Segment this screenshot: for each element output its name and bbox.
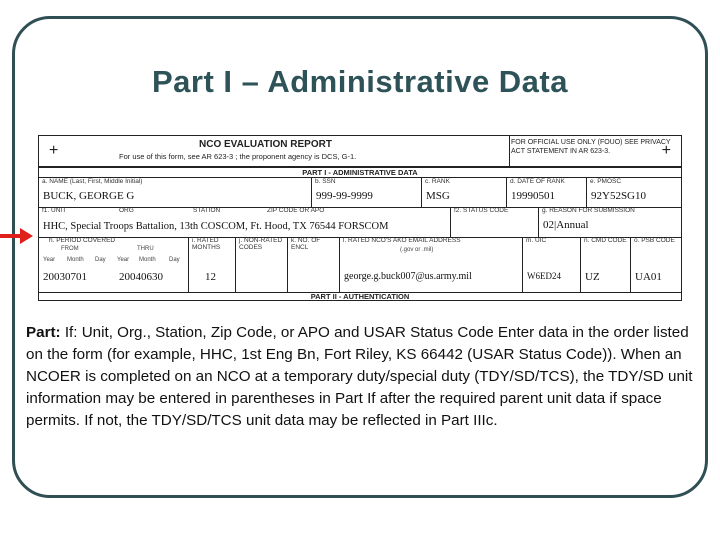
rated-months-value: 12 [205,271,216,283]
uic-label: m. UIC [526,237,547,244]
rank-label: c. RANK [425,178,450,185]
email-sub-label: (.gov or .mil) [400,247,434,253]
unit-label: f1. UNIT [42,207,67,214]
unit-value: HHC, Special Troops Battalion, 13th COSCOM, Ft. Hood, TX 76544 FORSCOM [43,221,389,232]
uic-value: W6ED24 [527,271,561,281]
paragraph-text: If: Unit, Org., Station, Zip Code, or APO and USAR Status Code Enter data in the order listed on the form (for example, HHC, 1st Eng Bn, Fort Riley, KS 66442 (USAR Status Code)). When an NCOER is completed on an NCO at a temporary duty/special duty (TDY/SD/TCS), the TDY/SD unit information may be entered in parentheses in Part If after the required parent unit data if space permits. If not, the TDY/SD/TCS unit data may be reflected in Part IIIc. [26,324,693,429]
form-row-period [38,237,682,292]
date-of-rank-label: d. DATE OF RANK [510,178,565,185]
part2-header: PART II - AUTHENTICATION [38,292,682,301]
form-row-identity [38,178,682,207]
cmd-code-label: n. CMD CODE [584,237,627,244]
period-label: h. PERIOD COVERED [49,237,116,244]
email-label: l. RATED NCO'S AKO EMAIL ADDRESS [343,237,461,244]
form-title: NCO EVALUATION REPORT [199,139,332,150]
cmd-code-value: UZ [585,271,600,283]
thru-year-label: Year [117,257,130,263]
form-header [38,135,682,167]
psb-code-value: UA01 [635,271,662,283]
name-label: a. NAME (Last, First, Middle Initial) [42,178,143,185]
form-subtitle: For use of this form, see AR 623-3 ; the proponent agency is DCS, G-1. [119,152,357,161]
org-label: ORG [119,207,134,214]
from-label: FROM [61,246,79,252]
plus-mark-left: + [49,142,59,159]
station-label: STATION [193,207,221,214]
nco-evaluation-form-image [38,135,682,300]
rated-months-label: i. RATED MONTHS [192,237,221,251]
part1-header: PART I - ADMINISTRATIVE DATA [38,167,682,178]
from-value: 20030701 [43,271,87,283]
pmosc-label: e. PMOSC [590,178,622,185]
enclosures-label: k. NO. OF ENCL [291,237,321,251]
psb-code-label: o. PSB CODE [634,237,675,244]
pointer-arrow-icon [0,226,34,246]
fouo-notice: FOR OFFICIAL USE ONLY (FOUO) SEE PRIVACY ACT STATEMENT IN AR 623-3. [511,139,671,155]
ssn-value: 999-99-9999 [316,190,373,202]
email-value: george.g.buck007@us.army.mil [344,271,472,282]
thru-month-label: Month [139,257,156,263]
name-value: BUCK, GEORGE G [43,190,135,202]
nonrated-codes-label: j. NON-RATED CODES [239,237,283,251]
zip-label: ZIP CODE OR APO [267,207,325,214]
status-code-label: f2. STATUS CODE [454,207,509,214]
ssn-label: b. SSN [315,178,336,185]
form-row-unit [38,207,682,237]
thru-value: 20040630 [119,271,163,283]
reason-label: g. REASON FOR SUBMISSION [542,207,635,214]
thru-label: THRU [137,246,154,252]
from-day-label: Day [95,257,106,263]
pmosc-value: 92Y52SG10 [591,190,647,202]
date-of-rank-value: 19990501 [511,190,555,202]
paragraph-lead: Part: [26,324,61,341]
slide-title: Part I – Administrative Data [152,64,568,99]
reason-value: 02|Annual [543,219,589,231]
rank-value: MSG [426,190,450,202]
from-month-label: Month [67,257,84,263]
plus-mark-right: + [661,142,671,159]
from-year-label: Year [43,257,56,263]
explanation-paragraph [26,322,702,432]
thru-day-label: Day [169,257,180,263]
